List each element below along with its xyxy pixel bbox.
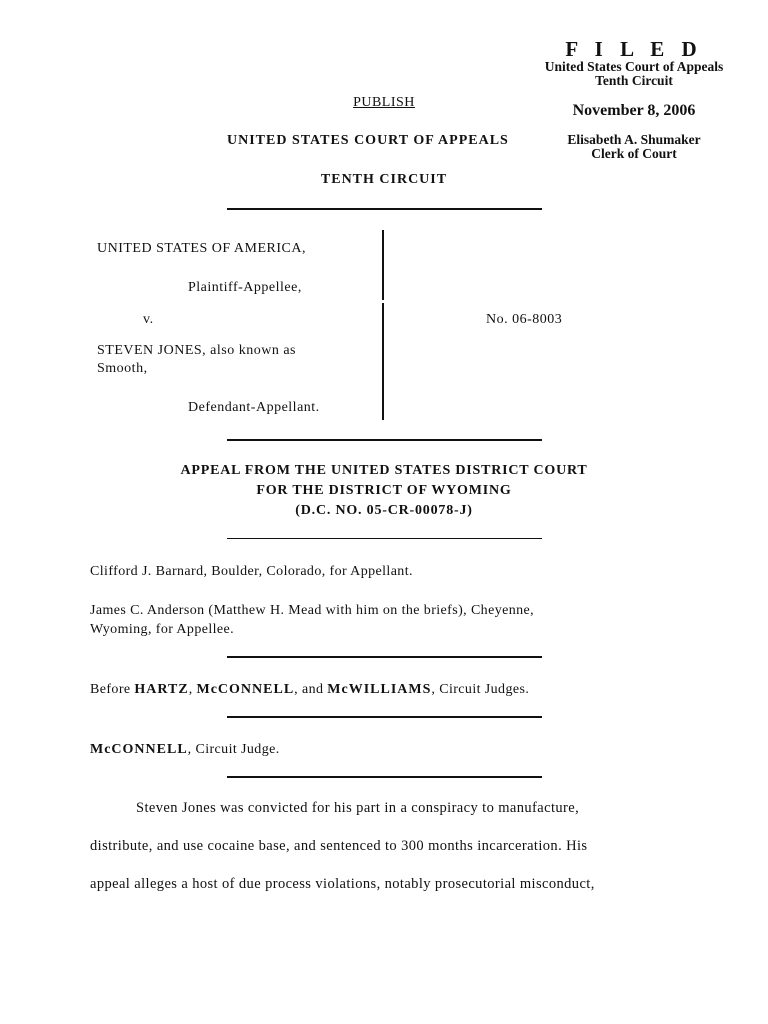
appeal-heading: [0, 461, 768, 521]
judge-mcconnell: McCONNELL: [196, 682, 295, 697]
counsel-appellant: Clifford J. Barnard, Boulder, Colorado, for Appellant.: [90, 564, 413, 579]
plaintiff-role: Plaintiff-Appellee,: [188, 280, 302, 295]
defendant-alias: Smooth,: [97, 361, 148, 376]
circuit-name: TENTH CIRCUIT: [320, 172, 448, 187]
appeal-line-2: FOR THE DISTRICT OF WYOMING: [256, 483, 512, 498]
author-name: McCONNELL: [90, 742, 188, 757]
filed-date: November 8, 2006: [572, 102, 696, 119]
publish-label: PUBLISH: [353, 95, 415, 110]
opinion-line-3: appeal alleges a host of due process violations, notably prosecutorial misconduct,: [90, 876, 595, 892]
filed-court: United States Court of Appeals: [544, 59, 724, 74]
judge-hartz: HARTZ: [134, 682, 189, 697]
caption-divider-line: [382, 303, 384, 420]
divider: [227, 439, 542, 441]
caption-divider-line: [382, 230, 384, 300]
clerk-title: Clerk of Court: [591, 146, 677, 161]
judge-mcwilliams: McWILLIAMS: [327, 682, 432, 697]
counsel-appellee-line-2: Wyoming, for Appellee.: [90, 622, 235, 637]
divider: [227, 716, 542, 718]
appeal-line-1: APPEAL FROM THE UNITED STATES DISTRICT COURT: [180, 463, 588, 478]
clerk-name: Elisabeth A. Shumaker: [567, 132, 701, 147]
counsel-appellee: [90, 601, 690, 639]
divider: [227, 208, 542, 210]
panel-line: Before HARTZ, McCONNELL, and McWILLIAMS, Circuit Judges.: [90, 682, 530, 697]
divider: [227, 656, 542, 658]
opinion-line-1: Steven Jones was convicted for his part in a conspiracy to manufacture,: [136, 800, 580, 816]
versus: v.: [143, 312, 154, 327]
defendant-name: STEVEN JONES, also known as: [97, 343, 296, 358]
plaintiff-name: UNITED STATES OF AMERICA,: [97, 241, 306, 256]
opinion-author: McCONNELL, Circuit Judge.: [90, 742, 280, 757]
counsel-appellee-line-1: James C. Anderson (Matthew H. Mead with him on the briefs), Cheyenne,: [90, 603, 535, 618]
opinion-line-2: distribute, and use cocaine base, and sentenced to 300 months incarceration. His: [90, 838, 588, 854]
filed-circuit: Tenth Circuit: [595, 73, 673, 88]
court-name: UNITED STATES COURT OF APPEALS: [227, 133, 509, 148]
defendant-role: Defendant-Appellant.: [188, 400, 320, 415]
filed-title: F I L E D: [565, 37, 703, 61]
appeal-docket: (D.C. NO. 05-CR-00078-J): [295, 503, 473, 518]
divider: [227, 776, 542, 778]
case-number: No. 06-8003: [486, 312, 563, 327]
divider: [227, 538, 542, 539]
